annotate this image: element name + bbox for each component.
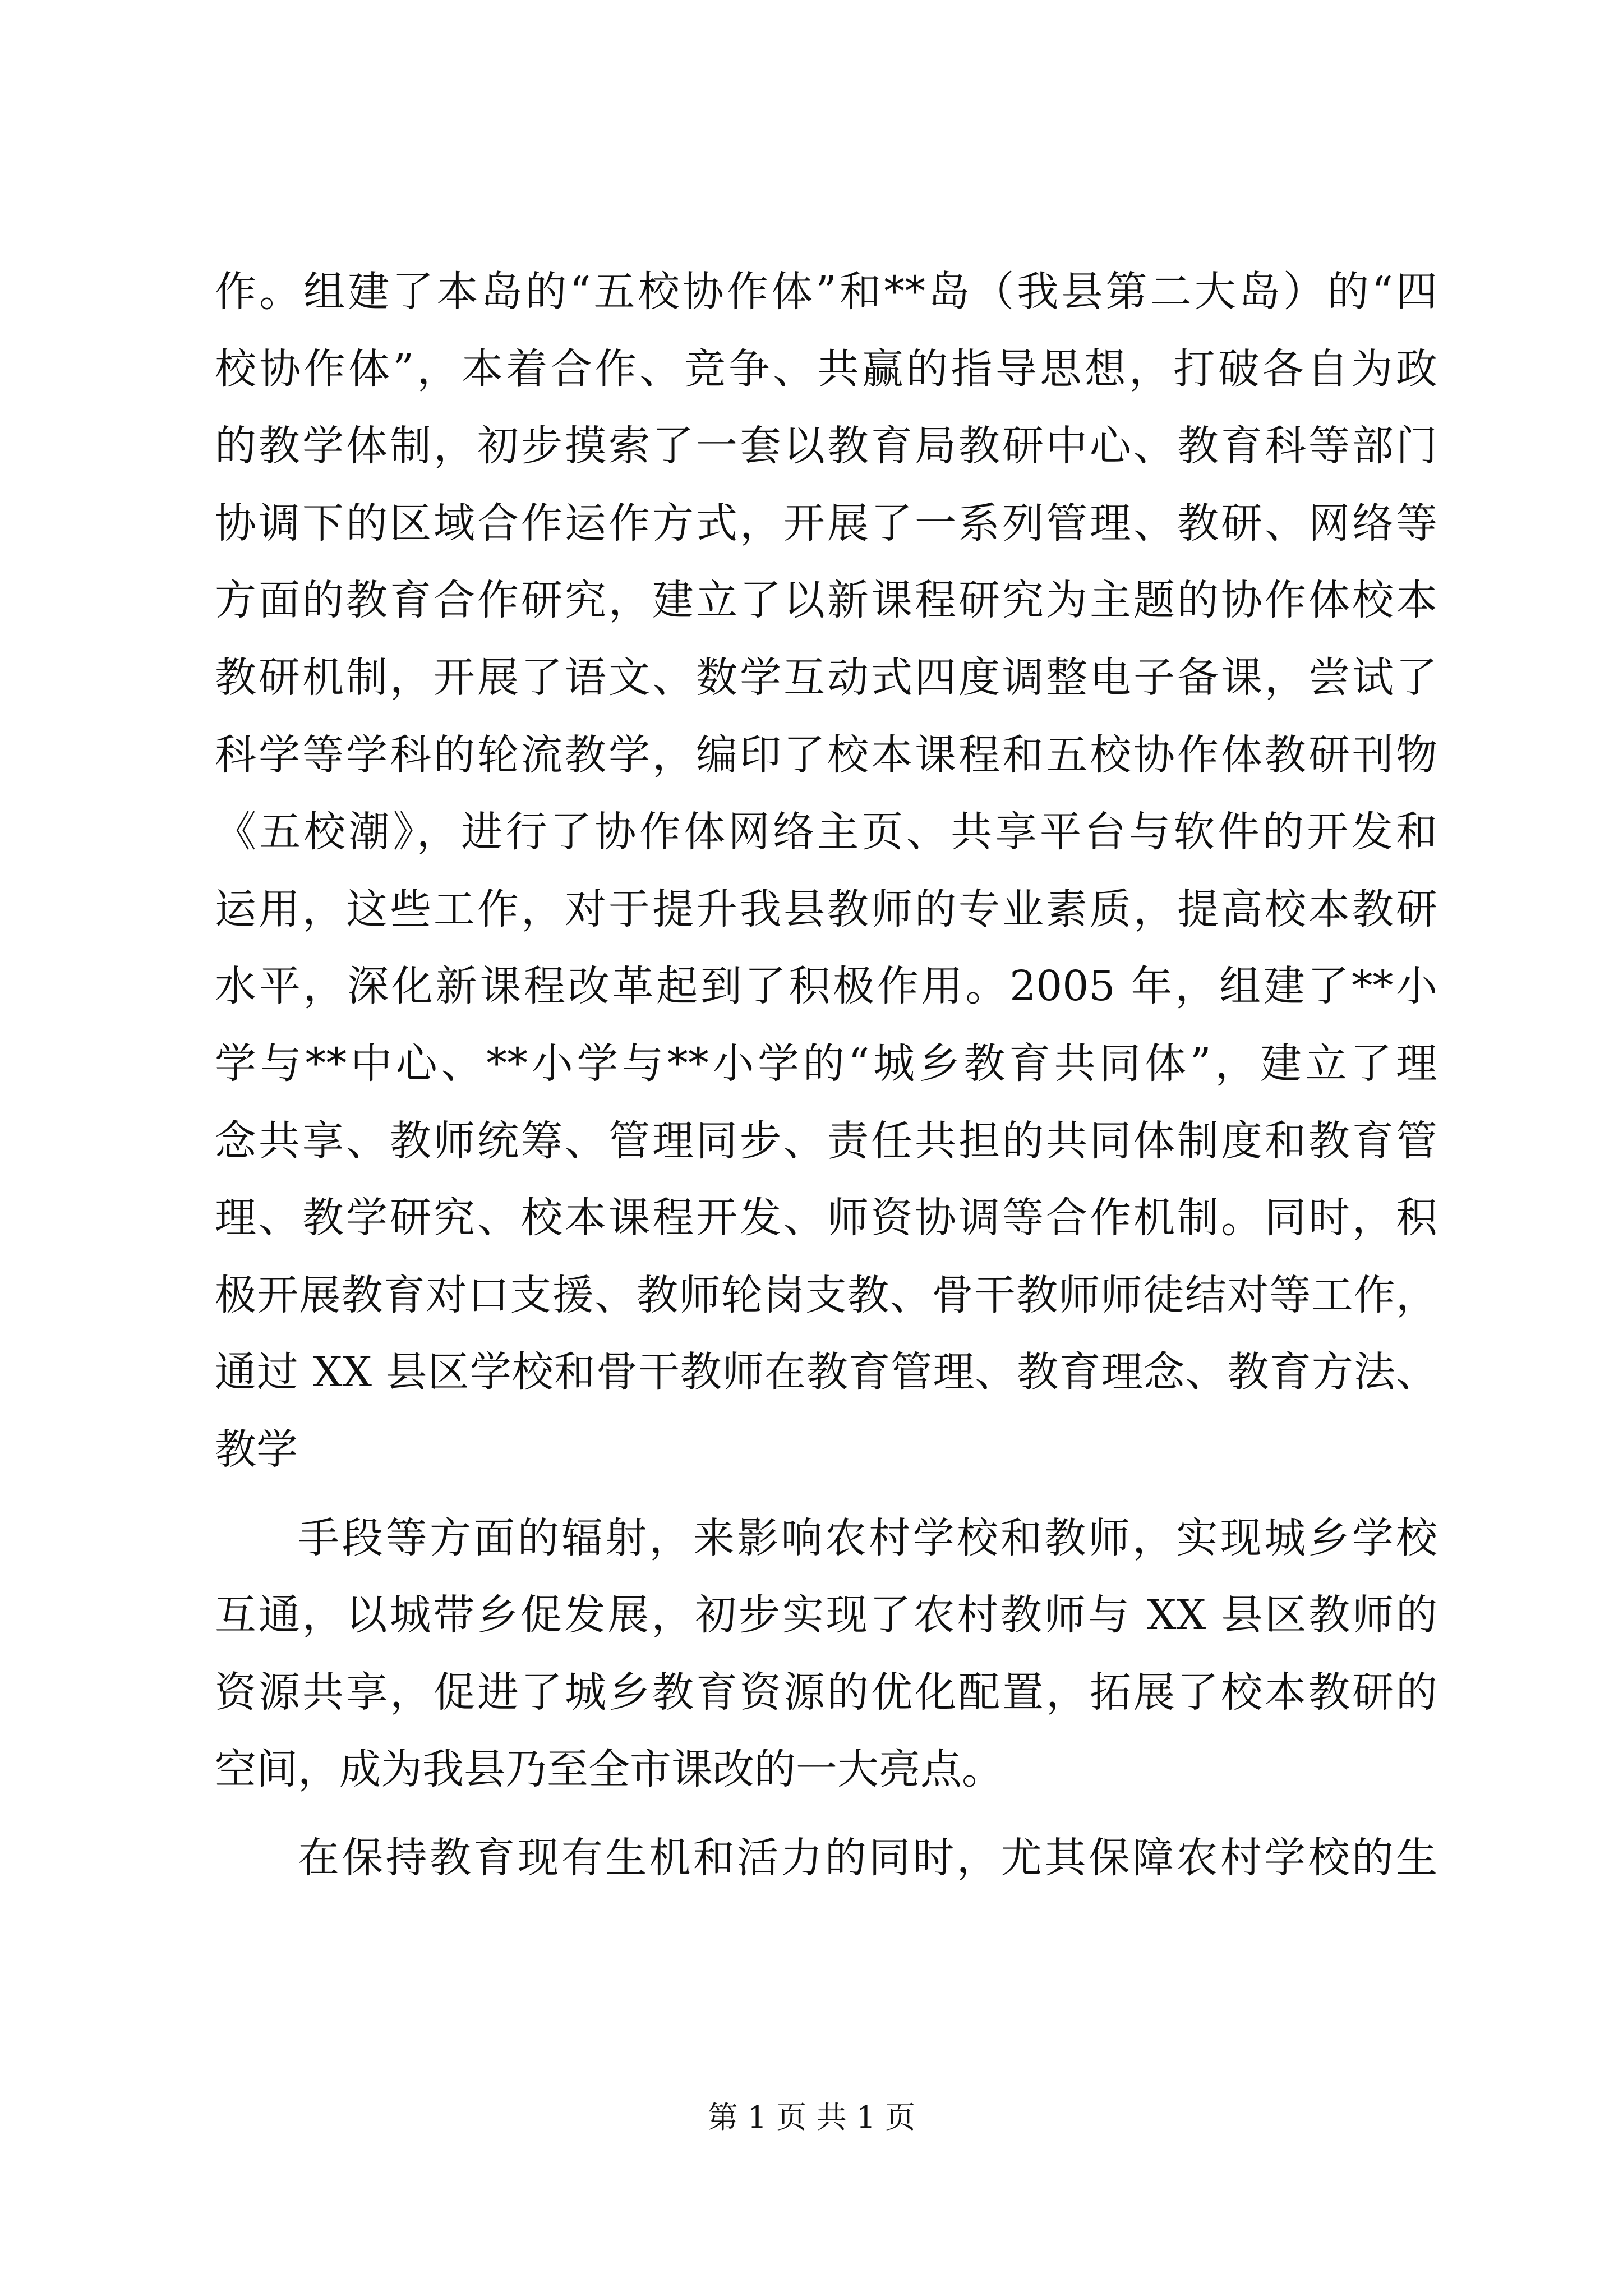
text-line: 科学等学科的轮流教学，编印了校本课程和五校协作体教研刊物: [215, 730, 1437, 779]
text-line: 在保持教育现有生机和活力的同时，尤其保障农村学校的生: [298, 1833, 1437, 1882]
text-line: 教研机制，开展了语文、数学互动式四度调整电子备课，尝试了: [215, 653, 1437, 702]
text-line: 互通，以城带乡促发展，初步实现了农村教师与 XX 县区教师的: [215, 1591, 1437, 1640]
text-line: 资源共享，促进了城乡教育资源的优化配置，拓展了校本教研的: [215, 1668, 1437, 1717]
text-line: 手段等方面的辐射，来影响农村学校和教师，实现城乡学校: [298, 1513, 1437, 1562]
text-line: 念共享、教师统筹、管理同步、责任共担的共同体制度和教育管: [215, 1116, 1437, 1165]
paragraph-spacer: [215, 1489, 1437, 1500]
document-body: [215, 254, 1437, 1897]
text-line: 极开展教育对口支援、教师轮岗支教、骨干教师师徒结对等工作，: [215, 1271, 1437, 1319]
paragraph-1: [215, 254, 1437, 1489]
page-footer: [0, 2095, 1623, 2140]
paragraph-2: [215, 1500, 1437, 1809]
text-line: 水平，深化新课程改革起到了积极作用。2005 年，组建了**小: [215, 962, 1437, 1011]
text-line: 《五校潮》，进行了协作体网络主页、共享平台与软件的开发和: [215, 808, 1437, 857]
page-number-label: 第 1 页 共 1 页: [707, 2100, 916, 2135]
text-line: 的教学体制，初步摸索了一套以教育局教研中心、教育科等部门: [215, 422, 1437, 471]
text-line: 协调下的区域合作运作方式，开展了一系列管理、教研、网络等: [215, 499, 1437, 547]
text-line: 校协作体”，本着合作、竞争、共赢的指导思想，打破各自为政: [215, 344, 1437, 393]
text-line: 教学: [215, 1425, 298, 1474]
paragraph-spacer: [215, 1809, 1437, 1820]
text-line: 理、教学研究、校本课程开发、师资协调等合作机制。同时，积: [215, 1194, 1437, 1243]
paragraph-3: [215, 1820, 1437, 1897]
text-line: 空间，成为我县乃至全市课改的一大亮点。: [215, 1745, 1003, 1794]
text-line: 运用，这些工作，对于提升我县教师的专业素质，提高校本教研: [215, 885, 1437, 933]
text-line: 通过 XX 县区学校和骨干教师在教育管理、教育理念、教育方法、: [215, 1348, 1437, 1397]
text-line: 学与**中心、**小学与**小学的“城乡教育共同体”，建立了理: [215, 1039, 1437, 1088]
text-line: 作。组建了本岛的“五校协作体”和**岛（我县第二大岛）的“四: [215, 268, 1437, 316]
text-line: 方面的教育合作研究，建立了以新课程研究为主题的协作体校本: [215, 576, 1437, 625]
